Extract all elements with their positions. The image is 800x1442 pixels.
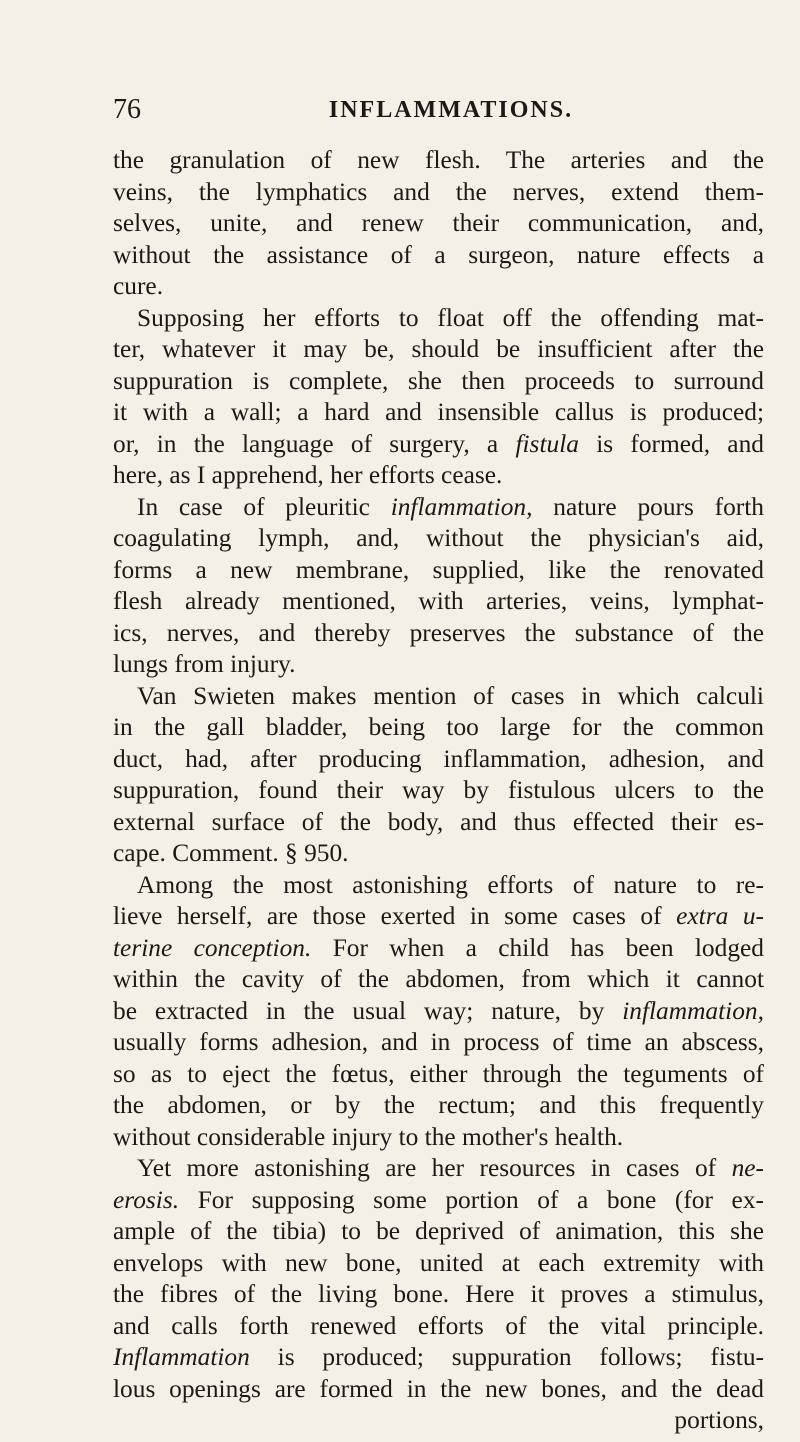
italic-term: inflammation, [622, 996, 764, 1025]
text-segment: or, in the language of surgery, a [113, 429, 499, 458]
text-line [113, 429, 764, 461]
text-line: in the gall bladder, being too large for the common [113, 713, 764, 741]
catchword: portions, [674, 1406, 764, 1434]
text-line: ample of the tibia) to be deprived of animation, this she [113, 1217, 764, 1245]
page-header [113, 90, 763, 130]
text-line: external surface of the body, and thus effected their es- [113, 807, 764, 836]
text-line: Among the most astonishing efforts of nature to re- [137, 870, 764, 899]
italic-term: ne- [731, 1154, 764, 1182]
body-text [113, 145, 764, 1437]
text-line: it with a wall; a hard and insensible callus is produced; [113, 398, 764, 426]
text-segment: Yet more astonishing are her resources in cases of [137, 1154, 717, 1182]
text-line: so as to eject the fœtus, either through the teguments of [113, 1059, 764, 1088]
running-head: INFLAMMATIONS. [328, 97, 574, 123]
text-line [113, 933, 764, 965]
text-line [113, 901, 764, 933]
text-line [113, 492, 764, 524]
text-line: cure. [113, 272, 164, 300]
text-line: cape. Comment. § 950. [113, 839, 349, 867]
text-line: within the cavity of the abdomen, from which it cannot [113, 965, 764, 993]
text-line: duct, had, after producing inflammation, adhesion, and [113, 744, 764, 773]
text-line: forms a new membrane, supplied, like the renovated [113, 555, 764, 584]
text-line: suppuration, found their way by fistulous ulcers to the [113, 776, 764, 804]
text-line [113, 1153, 764, 1185]
text-segment: In case of pleuritic [137, 492, 370, 521]
italic-term: inflammation, [390, 492, 533, 521]
text-line: without the assistance of a surgeon, nature effects a [113, 240, 764, 269]
text-line: without considerable injury to the mother's health. [113, 1122, 624, 1151]
text-line: the fibres of the living bone. Here it proves a stimulus, [113, 1280, 764, 1308]
text-segment: be extracted in the usual way; nature, by [113, 996, 605, 1025]
text-segment: lieve herself, are those exerted in some cases of [113, 902, 662, 930]
text-segment: nature pours forth [553, 492, 765, 521]
text-line: envelops with new bone, united at each extremity with [113, 1248, 764, 1277]
text-line: here, as I apprehend, her efforts cease. [113, 461, 503, 489]
text-line: coagulating lymph, and, without the physician's aid, [113, 524, 764, 552]
text-line: selves, unite, and renew their communication, and, [113, 209, 764, 237]
text-line: flesh already mentioned, with arteries, veins, lymphat- [113, 587, 764, 615]
italic-term: terine conception. [113, 933, 312, 962]
text-line: veins, the lymphatics and the nerves, extend them- [113, 177, 764, 206]
page-number: 76 [113, 94, 141, 125]
text-line: Van Swieten makes mention of cases in which calculi [137, 681, 764, 710]
text-line [113, 1342, 764, 1374]
text-segment: is formed, and [596, 429, 764, 458]
text-line: and calls forth renewed efforts of the vital principle. [113, 1311, 764, 1340]
text-line: the granulation of new flesh. The arteries and the [113, 146, 764, 174]
text-line: the abdomen, or by the rectum; and this frequently [113, 1091, 764, 1119]
text-line [113, 1185, 764, 1217]
text-segment: is produced; suppuration follows; fistu- [277, 1343, 765, 1371]
text-line: suppuration is complete, she then proceeds to surround [113, 366, 764, 395]
text-segment: For supposing some portion of a bone (for ex- [197, 1185, 764, 1214]
italic-term: erosis. [113, 1185, 180, 1214]
text-line: ter, whatever it may be, should be insufficient after the [113, 335, 764, 363]
text-segment: For when a child has been lodged [332, 933, 764, 962]
text-line [113, 996, 764, 1028]
italic-term: fistula [515, 429, 579, 458]
italic-term: Inflammation [113, 1343, 250, 1371]
italic-term: extra u- [676, 902, 764, 930]
text-line: ics, nerves, and thereby preserves the substance of the [113, 618, 764, 647]
text-line: usually forms adhesion, and in process of time an abscess, [113, 1028, 764, 1056]
text-line: Supposing her efforts to float off the offending mat- [137, 303, 764, 332]
text-line: lous openings are formed in the new bones, and the dead [113, 1374, 764, 1403]
text-line: lungs from injury. [113, 650, 296, 678]
